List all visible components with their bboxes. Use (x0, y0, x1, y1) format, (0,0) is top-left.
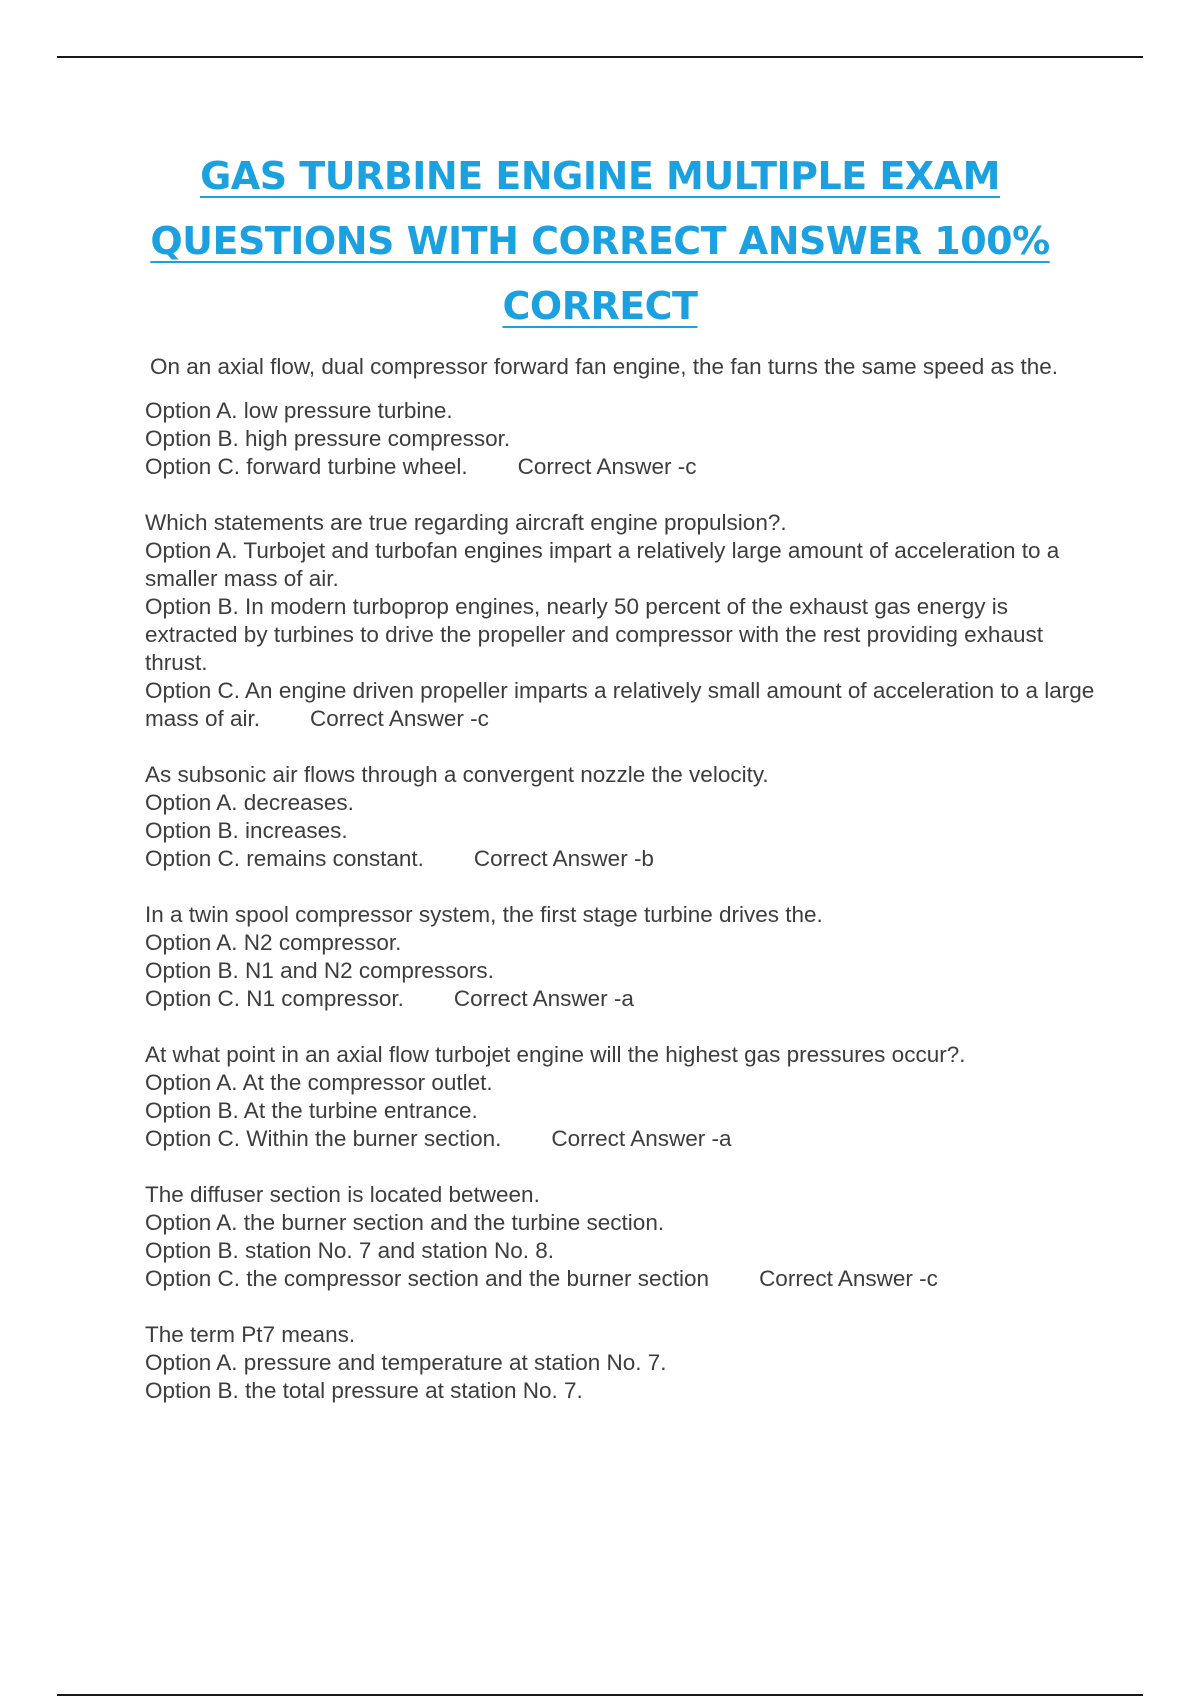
question-text: The diffuser section is located between. (145, 1182, 540, 1207)
title-line: CORRECT (502, 284, 698, 328)
question-text: The term Pt7 means. (145, 1322, 356, 1347)
option-a: Option A. low pressure turbine. (145, 398, 453, 423)
option-c: Option C. the compressor section and the burner section (145, 1266, 710, 1291)
option-b: Option B. At the turbine entrance. (145, 1098, 478, 1123)
question-text: At what point in an axial flow turbojet engine will the highest gas pressures occur?. (145, 1042, 966, 1067)
option-a: Option A. N2 compressor. (145, 930, 402, 955)
header-rule (57, 56, 1143, 58)
question-block (145, 1041, 1095, 1153)
option-b: Option B. high pressure compressor. (145, 426, 511, 451)
question-text: As subsonic air flows through a convergent nozzle the velocity. (145, 762, 769, 787)
question-block (145, 761, 1095, 873)
footer-rule (57, 1694, 1143, 1696)
option-a: Option A. At the compressor outlet. (145, 1070, 493, 1095)
question-block (145, 1181, 1095, 1293)
option-c-row (145, 1265, 1095, 1293)
correct-answer: Correct Answer -c (310, 706, 489, 731)
option-c: Option C. Within the burner section. (145, 1126, 502, 1151)
question-block (145, 509, 1095, 733)
option-c-row (145, 845, 1095, 873)
option-c: Option C. An engine driven propeller imparts a relatively small amount of acceleration to a large mass of air. (145, 678, 1095, 731)
correct-answer: Correct Answer -a (453, 986, 634, 1011)
option-c: Option C. N1 compressor. (145, 986, 404, 1011)
option-c-row (145, 677, 1095, 733)
option-b: Option B. In modern turboprop engines, nearly 50 percent of the exhaust gas energy is extracted by turbines to drive the propeller and compressor with the rest providing exhaust thrust. (145, 594, 1043, 675)
question-list (145, 353, 1095, 1433)
correct-answer: Correct Answer -b (473, 846, 654, 871)
question-text: Which statements are true regarding aircraft engine propulsion?. (145, 510, 787, 535)
option-a: Option A. Turbojet and turbofan engines impart a relatively large amount of acceleration to a smaller mass of air. (145, 538, 1060, 591)
option-c-row (145, 985, 1095, 1013)
document-title (100, 144, 1100, 339)
option-c: Option C. remains constant. (145, 846, 424, 871)
option-c: Option C. forward turbine wheel. (145, 454, 468, 479)
question-block (145, 353, 1095, 481)
option-a: Option A. the burner section and the turbine section. (145, 1210, 665, 1235)
option-a: Option A. decreases. (145, 790, 354, 815)
correct-answer: Correct Answer -c (517, 454, 697, 479)
option-b: Option B. the total pressure at station No. 7. (145, 1378, 583, 1403)
question-block (145, 1321, 1095, 1405)
option-b: Option B. N1 and N2 compressors. (145, 958, 494, 983)
option-b: Option B. station No. 7 and station No. 8. (145, 1238, 554, 1263)
title-line: QUESTIONS WITH CORRECT ANSWER 100% (150, 219, 1050, 263)
correct-answer: Correct Answer -a (551, 1126, 732, 1151)
question-text: In a twin spool compressor system, the first stage turbine drives the. (145, 902, 823, 927)
option-c-row (145, 1125, 1095, 1153)
correct-answer: Correct Answer -c (759, 1266, 938, 1291)
option-b: Option B. increases. (145, 818, 348, 843)
question-text: On an axial flow, dual compressor forward fan engine, the fan turns the same speed as the. (150, 354, 1059, 379)
option-c-row (145, 453, 1095, 481)
title-line: GAS TURBINE ENGINE MULTIPLE EXAM (200, 154, 1000, 198)
option-a: Option A. pressure and temperature at station No. 7. (145, 1350, 667, 1375)
question-block (145, 901, 1095, 1013)
